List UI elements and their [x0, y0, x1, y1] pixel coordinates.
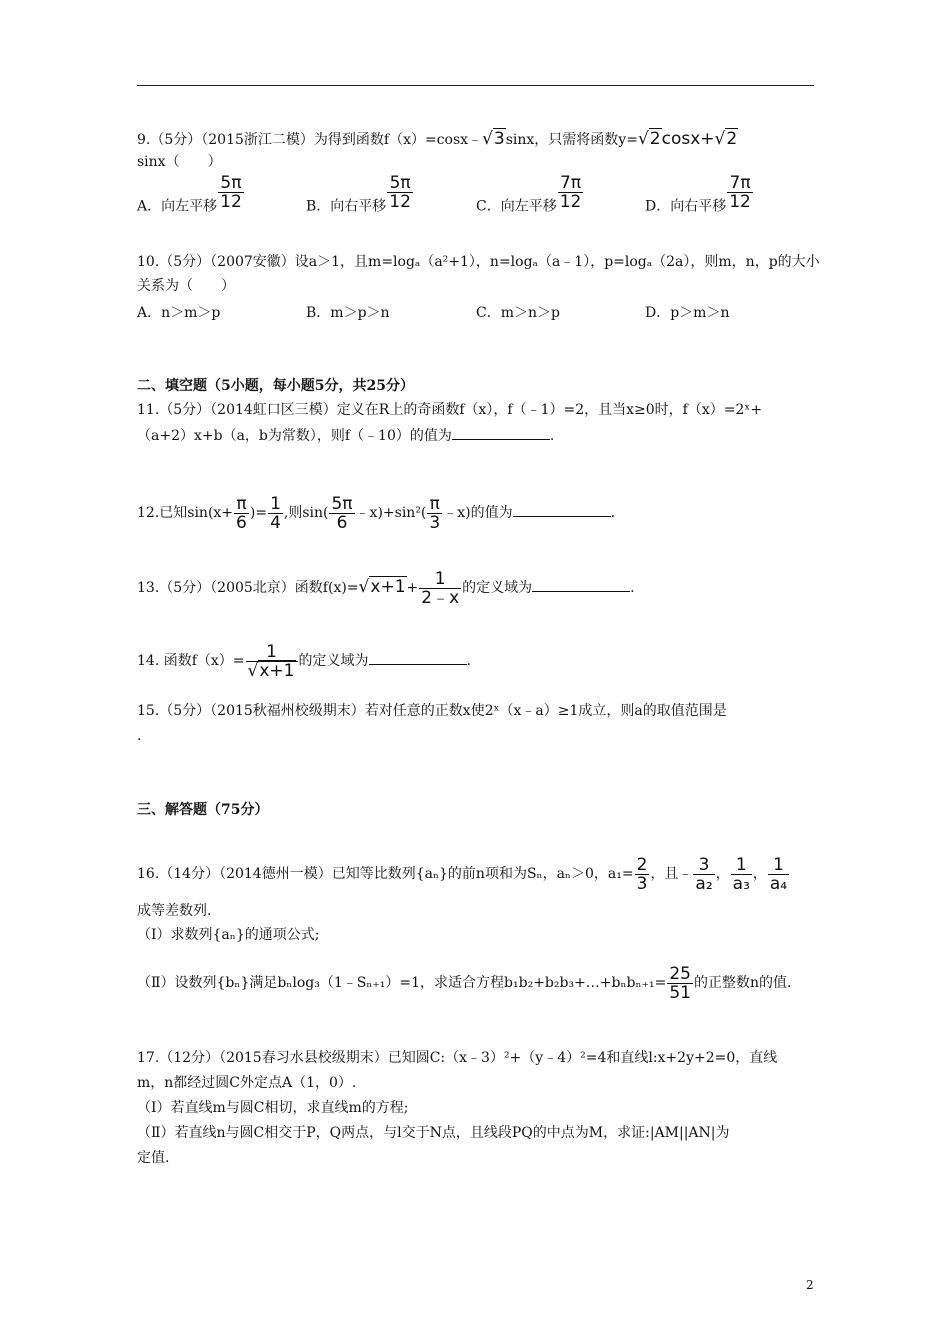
page-number: 2	[806, 1278, 814, 1292]
q17-line1: 17.（12分）（2015春习水县校级期末）已知圆C:（x﹣3）²+（y﹣4）²=4和直线l:x+2y+2=0，直线	[137, 1050, 778, 1066]
sqrt2-b: √2	[714, 129, 738, 149]
q16-part1: （Ⅰ）求数列{aₙ}的通项公式;	[137, 927, 320, 943]
q10-line2: 关系为（ ）	[137, 278, 235, 294]
q16-part2: （Ⅱ）设数列{bₙ}满足bₙlog₃（1﹣Sₙ₊₁）=1，求适合方程b₁b₂+b₂b₃+…+bₙbₙ₊₁= $\frac{25}{51}$ 的正整数n的值.	[137, 963, 792, 1003]
answer-blank	[369, 650, 467, 665]
q16-line2: 成等差数列.	[137, 903, 212, 919]
section-2-heading: 二、填空题（5小题，每小题5分，共25分）	[137, 378, 414, 394]
q17-line3: （Ⅰ）若直线m与圆C相切，求直线m的方程;	[137, 1100, 409, 1116]
q13-line: 13.（5分）（2005北京）函数f(x)=√x+1+ $\frac{1}{2﹣x}$ 的定义域为 .	[137, 568, 635, 608]
answer-blank	[513, 502, 611, 517]
q17-line5: 定值.	[137, 1150, 170, 1166]
q9-line1: 9.（5分）（2015浙江二模）为得到函数f（x）=cosx﹣√3sinx，只需将函数y=√2cosx+√2	[137, 129, 738, 149]
answer-blank	[532, 577, 630, 592]
q15-line1: 15.（5分）（2015秋福州校级期末）若对任意的正数x使2ˣ（x﹣a）≥1成立，则a的取值范围是	[137, 703, 727, 719]
q15-line2: .	[137, 728, 142, 744]
q9-option-a: A．向左平移 $\frac{5\pi}{12}$	[137, 173, 242, 215]
q14-line: 14. 函数f（x）= $\frac{1}{√x+1}$ 的定义域为 .	[137, 641, 471, 681]
q17-line2: m，n都经过圆C外定点A（1，0）.	[137, 1075, 357, 1091]
q16-line1: 16.（14分）（2014德州一模）已知等比数列{aₙ}的前n项和为Sₙ，aₙ＞0，a₁= $\frac{2}{3}$ ，且﹣ $\frac{3}{\text{a₂}}$ ， $\frac{1}{\text{a₃}}$ ， $\frac{1}{\text{a₄}}$	[137, 854, 788, 894]
q10-option-b: B．m＞p＞n	[306, 305, 390, 321]
q9-option-b: B．向右平移 $\frac{5\pi}{12}$	[306, 173, 411, 215]
sqrt2-a: √2	[637, 129, 661, 149]
q10-option-a: A．n＞m＞p	[137, 305, 221, 321]
answer-blank	[452, 425, 550, 440]
q9-option-c: C．向左平移 $\frac{7\pi}{12}$	[476, 173, 582, 215]
header-rule	[137, 85, 814, 86]
q11-line2: （a+2）x+b（a，b为常数），则f（﹣10）的值为 .	[137, 425, 554, 446]
q9-option-d: D．向右平移 $\frac{7\pi}{12}$	[645, 173, 751, 215]
sqrt-x-plus-1: √x+1	[358, 577, 406, 597]
q9-line2: sinx（ ）	[137, 154, 222, 170]
q10-option-d: D．p＞m＞n	[645, 305, 730, 321]
q10-option-c: C．m＞n＞p	[476, 305, 560, 321]
section-3-heading: 三、解答题（75分）	[137, 802, 269, 818]
q12-line: 12.已知sin(x+ $\frac{\pi}{6}$ )= $\frac{1}{4}$ ,则sin( $\frac{5\pi}{6}$ ﹣x)+sin²( $\frac{\pi}{3}$ ﹣x)的值为 .	[137, 493, 616, 533]
sqrt3: √3	[482, 129, 505, 149]
q11-line1: 11.（5分）（2014虹口区三模）定义在R上的奇函数f（x），f（﹣1）=2，且当x≥0时，f（x）=2ˣ+	[137, 402, 763, 418]
q17-line4: （Ⅱ）若直线n与圆C相交于P，Q两点，与l交于N点，且线段PQ的中点为M，求证:|AM||AN|为	[137, 1125, 730, 1141]
q10-line1: 10.（5分）（2007安徽）设a＞1，且m=logₐ（a²+1），n=logₐ（a﹣1），p=logₐ（2a），则m，n，p的大小	[137, 254, 820, 270]
